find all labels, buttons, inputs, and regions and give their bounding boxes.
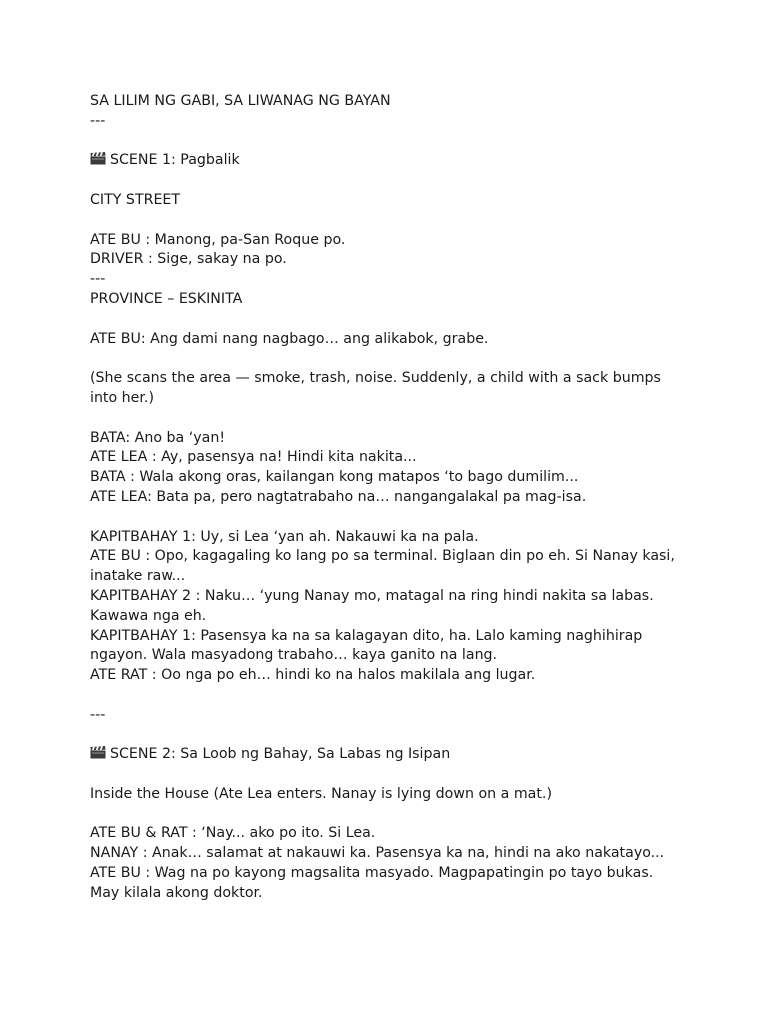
dialogue-line: BATA : Wala akong oras, kailangan kong matapos ‘to bago dumilim... — [90, 469, 579, 486]
document-title: SA LILIM NG GABI, SA LIWANAG NG BAYAN — [90, 93, 391, 109]
clapperboard-icon — [90, 152, 106, 165]
blank-line — [90, 409, 680, 429]
dialogue-line: BATA: Ano ba ‘yan! — [90, 429, 226, 446]
clapperboard-icon — [90, 746, 106, 759]
blank-line — [90, 805, 680, 825]
location-province: PROVINCE – ESKINITA — [90, 290, 243, 307]
separator: --- — [90, 112, 106, 129]
blank-line — [90, 211, 680, 231]
dialogue-line: ATE BU : Opo, kagagaling ko lang po sa terminal. Biglaan din po eh. Si Nanay kasi, inatake raw... — [90, 548, 680, 585]
blank-line — [90, 349, 680, 369]
blank-line — [90, 508, 680, 528]
blank-line — [90, 686, 680, 706]
dialogue-line: ATE BU & RAT : ‘Nay... ako po ito. Si Lea. — [90, 825, 376, 842]
location-city-street: CITY STREET — [90, 191, 181, 208]
dialogue-line: ATE BU : Wag na po kayong magsalita masyado. Magpapatingin po tayo bukas. May kilala akong doktor. — [90, 865, 658, 901]
script-document — [90, 92, 680, 904]
stage-direction: (She scans the area — smoke, trash, noise. Suddenly, a child with a sack bumps into her.) — [90, 370, 666, 406]
blank-line — [90, 726, 680, 746]
blank-line — [90, 171, 680, 191]
dialogue-line: KAPITBAHAY 2 : Naku… ‘yung Nanay mo, matagal na ring hindi nakita sa labas. Kawawa nga eh. — [90, 587, 659, 624]
scene-2-heading: SCENE 2: Sa Loob ng Bahay, Sa Labas ng Isipan — [90, 745, 680, 765]
dialogue-line: ATE BU: Ang dami nang nagbago… ang alikabok, grabe. — [90, 330, 489, 347]
dialogue-line: ATE BU : Manong, pa-San Roque po. — [90, 231, 346, 248]
dialogue-line: KAPITBAHAY 1: Pasensya ka na sa kalagayan dito, ha. Lalo kaming naghihirap ngayon. Wala masyadong trabaho… kaya ganito na lang. — [90, 627, 647, 664]
stage-direction: Inside the House (Ate Lea enters. Nanay is lying down on a mat.) — [90, 785, 552, 802]
blank-line — [90, 310, 680, 330]
blank-line — [90, 132, 680, 152]
dialogue-line: ATE RAT : Oo nga po eh… hindi ko na halos makilala ang lugar. — [90, 667, 536, 684]
blank-line — [90, 765, 680, 785]
scene-1-heading: SCENE 1: Pagbalik — [90, 151, 680, 171]
separator: --- — [90, 271, 106, 288]
dialogue-line: ATE LEA : Ay, pasensya na! Hindi kita nakita... — [90, 449, 417, 466]
dialogue-line: DRIVER : Sige, sakay na po. — [90, 251, 287, 268]
dialogue-line: NANAY : Anak… salamat at nakauwi ka. Pasensya ka na, hindi na ako nakatayo... — [90, 845, 665, 862]
separator: --- — [90, 706, 106, 723]
dialogue-line: KAPITBAHAY 1: Uy, si Lea ‘yan ah. Nakauwi ka na pala. — [90, 528, 479, 545]
dialogue-line: ATE LEA: Bata pa, pero nagtatrabaho na… nangangalakal pa mag-isa. — [90, 488, 587, 505]
